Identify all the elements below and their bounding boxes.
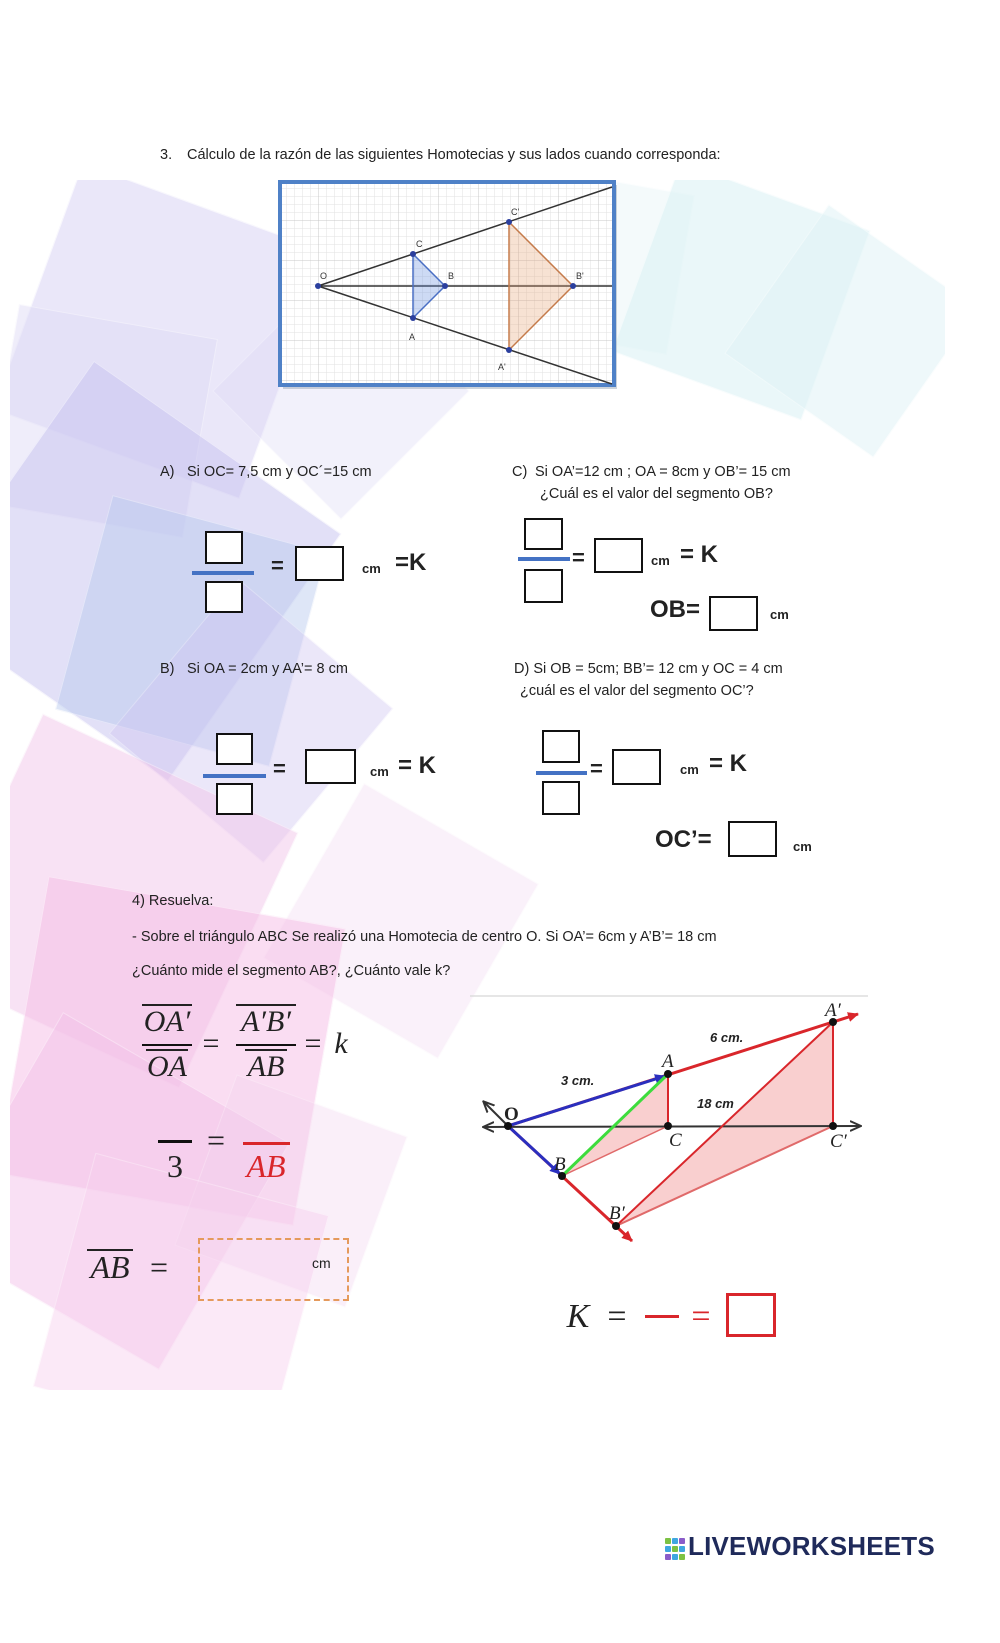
problem-4-title: 4) Resuelva: — [132, 893, 214, 909]
k-result-equals-1: = — [607, 1298, 627, 1335]
substitution-fraction-bar-2 — [243, 1142, 290, 1145]
exercise-b-unit: cm — [370, 764, 389, 779]
formula-denominator-ab: AB — [245, 1049, 287, 1083]
exercise-d-fraction-bar — [536, 771, 587, 775]
exercise-c-question: ¿Cuál es el valor del segmento OB? — [540, 486, 773, 502]
exercise-d-answer-unit: cm — [793, 839, 812, 854]
formula-fraction-bar-1 — [142, 1044, 192, 1046]
exercise-d-numerator-input[interactable] — [542, 730, 580, 763]
label-b-prime: B' — [576, 271, 584, 281]
exercise-b-letter: B) — [160, 661, 175, 677]
exercise-a-value-input[interactable] — [295, 546, 344, 581]
exercise-a-ratio-label: =K — [395, 549, 427, 576]
point-c — [410, 251, 416, 257]
k-result-fraction-bar — [645, 1315, 679, 1318]
horizontal-axis — [484, 1126, 860, 1127]
exercise-a-equals: = — [271, 553, 284, 578]
label-a: A — [409, 332, 416, 342]
exercise-c-answer-input[interactable] — [709, 596, 758, 631]
exercise-c-equals: = — [572, 545, 585, 570]
exercise-c-ratio-label: = K — [680, 541, 719, 568]
label-b: B — [448, 271, 455, 281]
problem-4-question: ¿Cuánto mide el segmento AB?, ¿Cuánto vale k? — [132, 963, 451, 979]
exercise-d-answer-input[interactable] — [728, 821, 777, 857]
exercise-c-answer-unit: cm — [770, 607, 789, 622]
k-result-label: K — [566, 1298, 590, 1335]
formula-k: k — [334, 1027, 348, 1060]
point-c-prime — [829, 1122, 837, 1130]
diagram-label-b-prime: B′ — [609, 1203, 625, 1224]
point-c-prime — [506, 219, 512, 225]
exercise-b-statement: Si OA = 2cm y AA’= 8 cm — [187, 661, 348, 677]
label-o: O — [320, 271, 328, 281]
k-result-equals-2: = — [691, 1298, 711, 1335]
exercise-a-numerator-input[interactable] — [205, 531, 243, 564]
point-c — [664, 1122, 672, 1130]
formula-numerator-a-b-prime: A′B′ — [236, 1004, 296, 1038]
exercise-c-unit: cm — [651, 553, 670, 568]
diagram-label-c: C — [669, 1130, 682, 1151]
exercise-c-denominator-input[interactable] — [524, 569, 563, 603]
exercise-d-denominator-input[interactable] — [542, 781, 580, 815]
substitution-equals: = — [206, 1122, 226, 1158]
exercise-c-statement: Si OA’=12 cm ; OA = 8cm y OB’= 15 cm — [535, 464, 791, 480]
point-a-prime — [506, 347, 512, 353]
question-number: 3. — [160, 147, 173, 163]
substitution-denominator-ab: AB — [246, 1148, 286, 1184]
point-o — [315, 283, 321, 289]
formula-equals-1: = — [202, 1027, 220, 1060]
exercise-d-unit: cm — [680, 762, 699, 777]
exercise-d-ratio-label: = K — [709, 750, 748, 777]
substitution-fraction-bar-1 — [158, 1140, 192, 1143]
exercise-a-fraction-bar — [192, 571, 254, 575]
answer-ab-unit: cm — [312, 1255, 331, 1271]
diagram-label-o: O — [504, 1104, 519, 1125]
exercise-d-value-input[interactable] — [612, 749, 661, 785]
exercise-a-denominator-input[interactable] — [205, 581, 243, 613]
exercise-b-value-input[interactable] — [305, 749, 356, 784]
exercise-d-answer-label: OC’= — [655, 826, 712, 853]
formula-numerator-oa-prime: OA′ — [143, 1005, 191, 1038]
question-title: Cálculo de la razón de las siguientes Homotecias y sus lados cuando corresponda: — [187, 147, 721, 163]
diagram-label-a-prime: A′ — [825, 1000, 841, 1021]
formula-fraction-bar-2 — [236, 1044, 296, 1046]
measure-a-b-prime: 18 cm — [697, 1096, 734, 1111]
exercise-b-fraction-bar — [203, 774, 266, 778]
point-b — [442, 283, 448, 289]
exercise-c-answer-label: OB= — [650, 596, 701, 623]
exercise-b-ratio-label: = K — [398, 752, 437, 779]
exercise-a-unit: cm — [362, 561, 381, 576]
measure-a-a-prime: 6 cm. — [710, 1030, 744, 1045]
measure-oa: 3 cm. — [561, 1073, 595, 1088]
exercise-a-letter: A) — [160, 464, 175, 480]
exercise-d-equals: = — [590, 756, 603, 781]
point-b-prime — [570, 283, 576, 289]
exercise-c-value-input[interactable] — [594, 538, 643, 573]
exercise-a-statement: Si OC= 7,5 cm y OC´=15 cm — [187, 464, 372, 480]
exercise-c-fraction-bar — [518, 557, 570, 561]
point-a — [410, 315, 416, 321]
formula-denominator-oa: OA — [147, 1050, 187, 1083]
homothety-figure — [278, 180, 618, 390]
exercise-d-question: ¿cuál es el valor del segmento OC’? — [520, 683, 754, 699]
formula-equals-2: = — [304, 1027, 322, 1060]
homothety-triangle-diagram — [470, 990, 870, 1250]
exercise-d-statement: D) Si OB = 5cm; BB’= 12 cm y OC = 4 cm — [514, 661, 783, 677]
answer-ab-label: AB — [87, 1249, 133, 1283]
label-c-prime: C' — [511, 207, 520, 217]
vector-ob — [508, 1126, 560, 1174]
label-a-prime: A' — [498, 362, 506, 372]
answer-equals: = — [149, 1249, 169, 1285]
exercise-c-numerator-input[interactable] — [524, 518, 563, 550]
exercise-b-equals: = — [273, 756, 286, 781]
label-c: C — [416, 239, 423, 249]
k-result-input[interactable] — [726, 1293, 776, 1337]
exercise-b-denominator-input[interactable] — [216, 783, 253, 815]
exercise-b-numerator-input[interactable] — [216, 733, 253, 765]
diagram-label-b: B — [554, 1154, 566, 1175]
diagram-label-a: A — [662, 1051, 674, 1072]
substitution-denominator-3: 3 — [167, 1148, 183, 1184]
exercise-c-letter: C) — [512, 464, 528, 480]
liveworksheets-logo-text: LIVEWORKSHEETS — [688, 1531, 935, 1561]
diagram-label-c-prime: C′ — [830, 1131, 847, 1152]
liveworksheets-logo-icon — [665, 1538, 685, 1560]
problem-4-statement: - Sobre el triángulo ABC Se realizó una Homotecia de centro O. Si OA’= 6cm y A’B’= 18 cm — [132, 929, 717, 945]
